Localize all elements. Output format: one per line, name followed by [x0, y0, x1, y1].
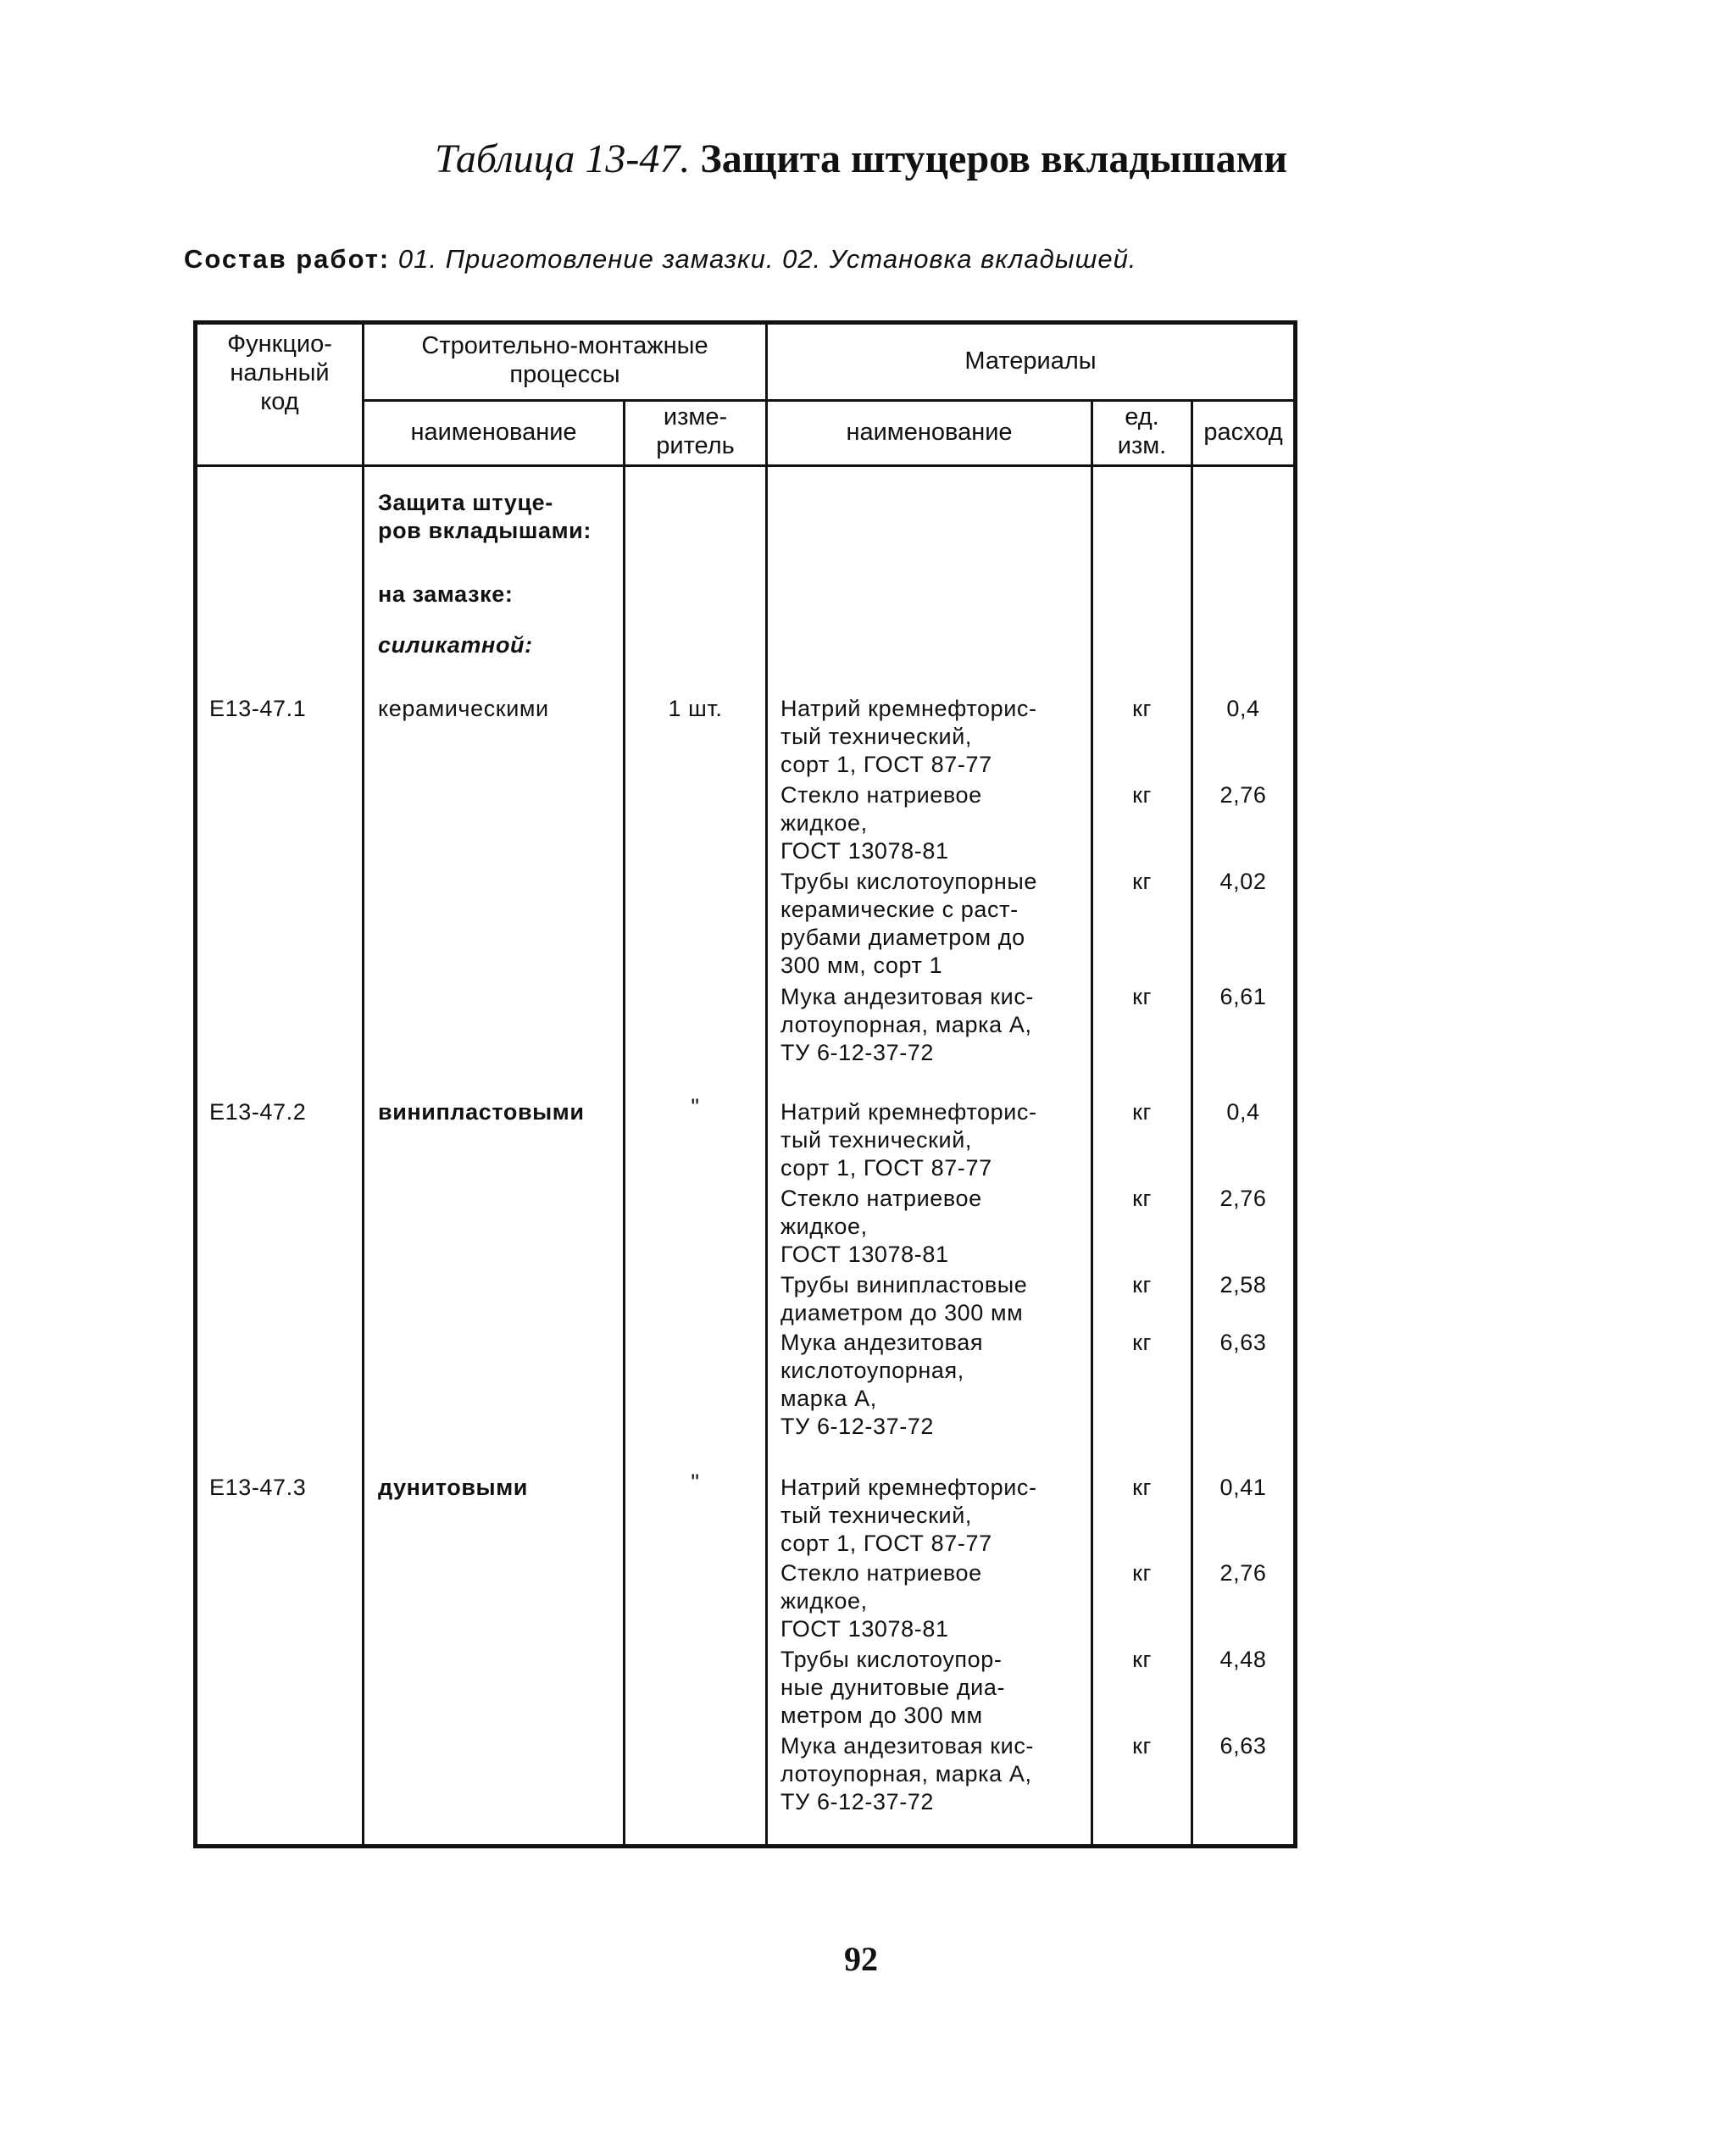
material-qty: 6,63: [1219, 1330, 1267, 1355]
material-qty: 6,63: [1219, 1733, 1267, 1759]
section-subtitle: силикатной:: [378, 632, 533, 658]
material-unit: кг: [1132, 1272, 1152, 1297]
material-unit: кг: [1132, 869, 1152, 894]
row-divider: [362, 399, 1293, 402]
function-code: Е13-47.1: [209, 696, 307, 721]
material-name: Натрий кремнефторис- тый технический, сорт 1, ГОСТ 87-77: [780, 1475, 1037, 1556]
material-name: Мука андезитовая кис- лотоупорная, марка А, ТУ 6-12-37-72: [780, 1733, 1035, 1814]
material-qty: 0,4: [1226, 1099, 1260, 1125]
header-process-name: наименование: [410, 419, 577, 446]
section-subtitle: на замазке:: [378, 581, 514, 607]
material-unit: кг: [1132, 1099, 1152, 1125]
material-unit: кг: [1132, 696, 1152, 721]
header-material-qty: расход: [1203, 419, 1283, 446]
material-name: Стекло натриевое жидкое, ГОСТ 13078-81: [780, 1186, 982, 1267]
table-number: Таблица 13-47.: [434, 136, 691, 181]
material-qty: 0,41: [1219, 1475, 1267, 1500]
material-name: Мука андезитовая кис- лотоупорная, марка А, ТУ 6-12-37-72: [780, 984, 1035, 1065]
header-materials: Материалы: [964, 347, 1097, 375]
material-qty: 2,76: [1219, 1560, 1267, 1586]
header-func-code: Функцио- нальный код: [227, 331, 332, 415]
material-qty: 2,76: [1219, 1186, 1267, 1211]
material-qty: 2,58: [1219, 1272, 1267, 1297]
material-qty: 0,4: [1226, 696, 1260, 721]
material-name: Стекло натриевое жидкое, ГОСТ 13078-81: [780, 782, 982, 864]
header-material-name: наименование: [846, 419, 1013, 446]
process-unit: ": [691, 1470, 700, 1495]
header-material-unit: ед. изм.: [1117, 403, 1167, 459]
process-name: керамическими: [378, 696, 549, 721]
process-name: винипластовыми: [378, 1099, 585, 1125]
header-bottom-line: [197, 464, 1293, 467]
material-name: Натрий кремнефторис- тый технический, сорт 1, ГОСТ 87-77: [780, 1099, 1037, 1181]
material-unit: кг: [1132, 1186, 1152, 1211]
material-unit: кг: [1132, 984, 1152, 1009]
col-divider: [623, 399, 625, 1844]
material-qty: 4,48: [1219, 1647, 1267, 1672]
function-code: Е13-47.3: [209, 1475, 307, 1500]
col-divider: [362, 325, 364, 1844]
material-name: Трубы кислотоупор- ные дунитовые диа- метром до 300 мм: [780, 1647, 1006, 1728]
work-composition-text: 01. Приготовление замазки. 02. Установка вкладышей.: [397, 244, 1137, 274]
material-name: Натрий кремнефторис- тый технический, сорт 1, ГОСТ 87-77: [780, 696, 1037, 777]
material-unit: кг: [1132, 1647, 1152, 1672]
norms-table: [193, 320, 1297, 1848]
material-unit: кг: [1132, 1475, 1152, 1500]
material-qty: 6,61: [1219, 984, 1267, 1009]
process-unit: ": [691, 1094, 700, 1120]
material-unit: кг: [1132, 1330, 1152, 1355]
material-name: Стекло натриевое жидкое, ГОСТ 13078-81: [780, 1560, 982, 1642]
header-processes: Строительно-монтажные процессы: [421, 332, 708, 388]
process-name: дунитовыми: [378, 1475, 528, 1500]
material-qty: 2,76: [1219, 782, 1267, 808]
col-divider: [765, 325, 768, 1844]
function-code: Е13-47.2: [209, 1099, 307, 1125]
work-composition-label: Состав работ:: [184, 244, 391, 274]
material-unit: кг: [1132, 782, 1152, 808]
material-name: Мука андезитовая кислотоупорная, марка А, ТУ 6-12-37-72: [780, 1330, 984, 1439]
material-qty: 4,02: [1219, 869, 1267, 894]
header-process-unit: изме- ритель: [656, 403, 735, 459]
section-title: Защита штуце- ров вкладышами:: [378, 490, 592, 543]
page-number: 92: [844, 1940, 878, 1978]
material-name: Трубы винипластовые диаметром до 300 мм: [780, 1272, 1028, 1325]
process-unit: 1 шт.: [668, 696, 723, 721]
material-unit: кг: [1132, 1733, 1152, 1759]
material-name: Трубы кислотоупорные керамические с раст- рубами диаметром до 300 мм, сорт 1: [780, 869, 1038, 978]
work-composition: [184, 244, 1136, 275]
material-unit: кг: [1132, 1560, 1152, 1586]
table-title: [0, 136, 1722, 182]
table-heading: Защита штуцеров вкладышами: [700, 136, 1288, 181]
